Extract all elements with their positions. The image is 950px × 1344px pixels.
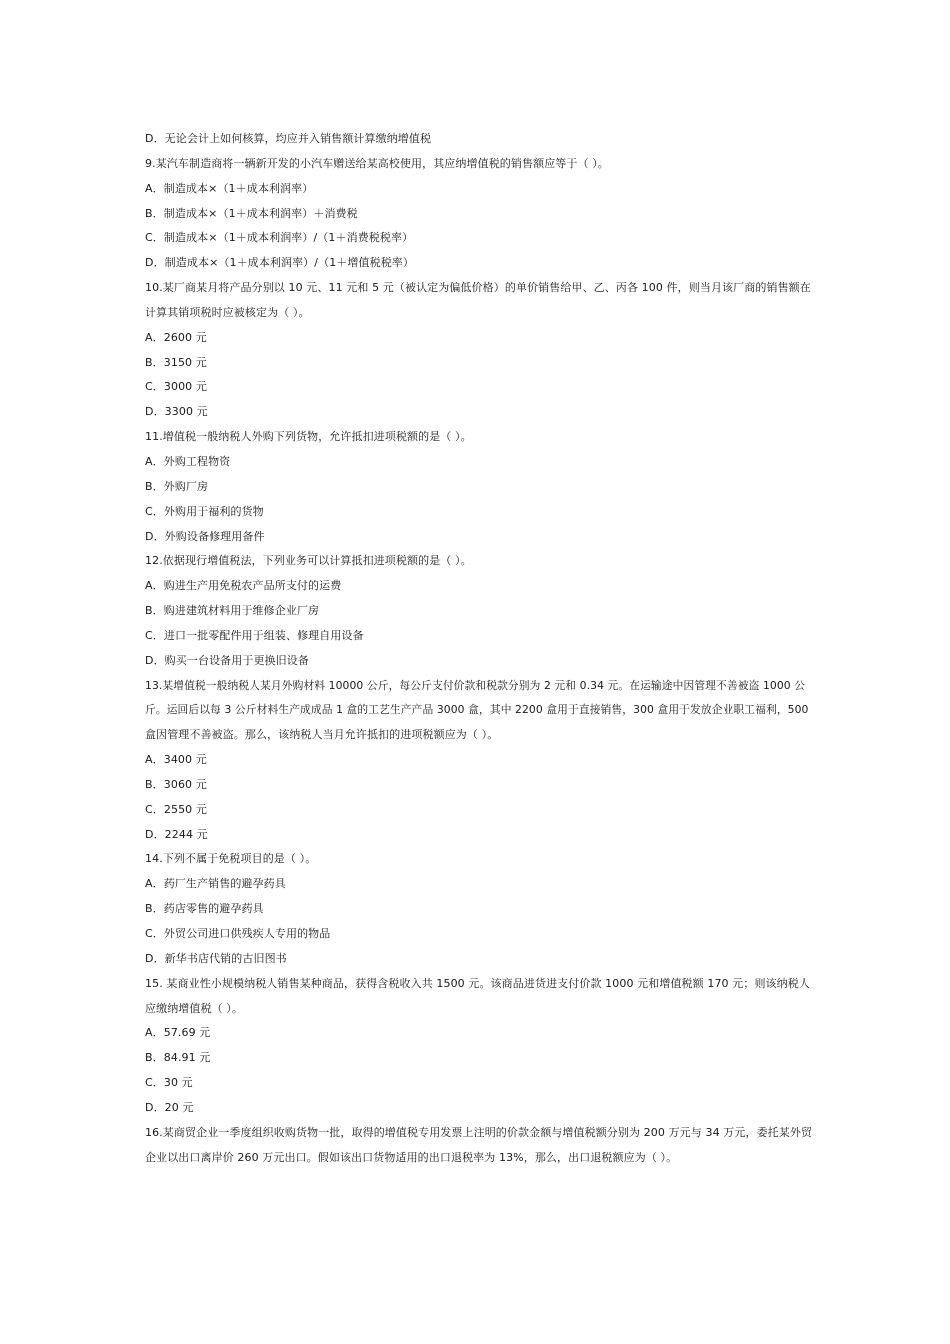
question-14-stem: 14.下列不属于免税项目的是（ ）。: [145, 852, 317, 866]
question-12-option-d: D．购买一台设备用于更换旧设备: [145, 653, 309, 667]
question-14-option-b: B．药店零售的避孕药具: [145, 902, 264, 916]
question-10-option-d: D．3300 元: [145, 405, 208, 419]
question-9-option-b: B．制造成本×（1＋成本利润率）＋消费税: [145, 206, 358, 220]
question-13-option-c: C．2550 元: [145, 802, 207, 816]
question-12-option-c: C．进口一批零配件用于组装、修理自用设备: [145, 628, 364, 642]
question-10-option-c: C．3000 元: [145, 380, 207, 394]
question-13-option-d: D．2244 元: [145, 827, 208, 841]
question-15-option-b: B．84.91 元: [145, 1051, 211, 1065]
question-9-option-d: D．制造成本×（1＋成本利润率）/（1＋增值税税率）: [145, 256, 414, 270]
question-10-option-a: A．2600 元: [145, 330, 207, 344]
question-15-option-d: D．20 元: [145, 1100, 194, 1114]
question-12-option-b: B．购进建筑材料用于维修企业厂房: [145, 604, 320, 618]
question-13-stem-cont: 盒因管理不善被盗。那么，该纳税人当月允许抵扣的进项税额应为（ ）。: [145, 728, 499, 742]
question-16-stem: 16.某商贸企业一季度组织收购货物一批，取得的增值税专用发票上注明的价款金额与增值税额分别为 200 万元与 34 万元，委托某外贸: [145, 1125, 813, 1139]
question-13-stem-cont: 斤。运回后以每 3 公斤材料生产成成品 1 盒的工艺生产产品 3000 盒，其中 2200 盒用于直接销售，300 盒用于发放企业职工福利，500: [145, 703, 809, 717]
question-15-option-c: C．30 元: [145, 1076, 193, 1090]
question-9-option-c: C．制造成本×（1＋成本利润率）/（1＋消费税税率）: [145, 231, 414, 245]
question-11-option-b: B．外购厂房: [145, 479, 209, 493]
question-12-option-a: A．购进生产用免税农产品所支付的运费: [145, 579, 342, 593]
document-body: [145, 127, 815, 1170]
question-13-option-a: A．3400 元: [145, 753, 207, 767]
question-14-option-a: A．药厂生产销售的避孕药具: [145, 877, 286, 891]
text-line: D．无论会计上如何核算，均应并入销售额计算缴纳增值税: [145, 132, 432, 145]
question-15-option-a: A．57.69 元: [145, 1026, 211, 1040]
question-11-option-d: D．外购设备修理用备件: [145, 529, 265, 543]
question-9-option-a: A．制造成本×（1＋成本利润率）: [145, 181, 314, 195]
question-11-option-c: C．外购用于福利的货物: [145, 504, 264, 518]
question-10-stem: 10.某厂商某月将产品分别以 10 元、11 元和 5 元（被认定为偏低价格）的单价销售给甲、乙、丙各 100 件，则当月该厂商的销售额在: [145, 281, 811, 295]
question-9-stem: 9.某汽车制造商将一辆新开发的小汽车赠送给某高校使用，其应纳增值税的销售额应等于（ ）。: [145, 156, 609, 170]
question-16-stem-cont: 企业以出口离岸价 260 万元出口。假如该出口货物适用的出口退税率为 13%，那么，出口退税额应为（ ）。: [145, 1150, 678, 1164]
question-14-option-d: D．新华书店代销的古旧图书: [145, 951, 287, 965]
question-14-option-c: C．外贸公司进口供残疾人专用的物品: [145, 927, 331, 940]
question-13-option-b: B．3060 元: [145, 777, 207, 791]
question-10-stem-cont: 计算其销项税时应被核定为（ ）。: [145, 305, 310, 319]
question-15-stem: 15. 某商业性小规模纳税人销售某种商品，获得含税收入共 1500 元。该商品进货进支付价款 1000 元和增值税额 170 元；则该纳税人: [145, 976, 810, 990]
question-12-stem: 12.依据现行增值税法，下列业务可以计算抵扣进项税额的是（ ）。: [145, 554, 472, 568]
question-11-stem: 11.增值税一般纳税人外购下列货物，允许抵扣进项税额的是（ ）。: [145, 430, 472, 444]
question-13-stem: 13.某增值税一般纳税人某月外购材料 10000 公斤，每公斤支付价款和税款分别为 2 元和 0.34 元。在运输途中因管理不善被盗 1000 公: [145, 678, 806, 692]
question-10-option-b: B．3150 元: [145, 355, 207, 369]
question-11-option-a: A．外购工程物资: [145, 454, 231, 468]
question-15-stem-cont: 应缴纳增值税（ ）。: [145, 1001, 243, 1015]
